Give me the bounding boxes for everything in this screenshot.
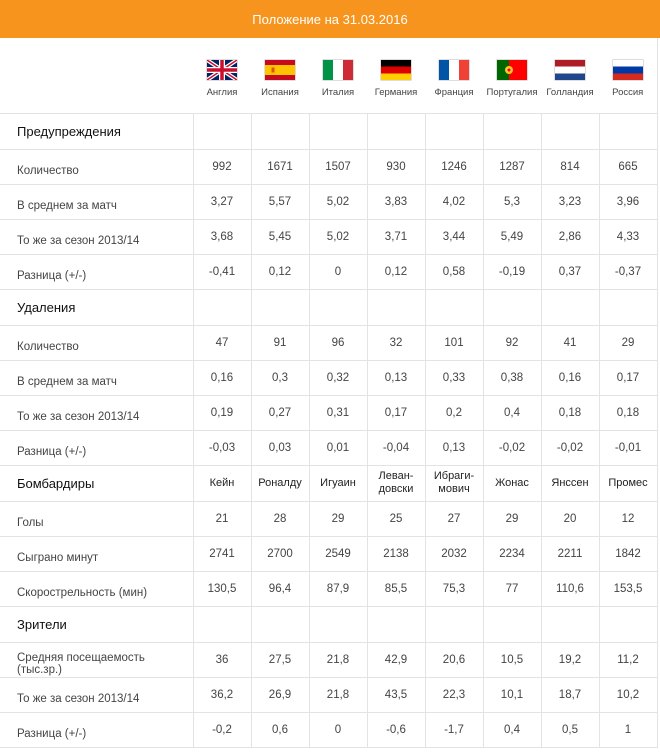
value-cell: 47 [193,325,251,360]
value-cell: -0,41 [193,254,251,289]
value-cell: 96 [309,325,367,360]
value-cell: 28 [251,501,309,536]
row-label: Разница (+/-) [0,254,193,289]
value-cell: 930 [367,149,425,184]
value-cell: 0,38 [483,360,541,395]
row-label: То же за сезон 2013/14 [0,677,193,712]
value-cell: 29 [309,501,367,536]
value-cell: 3,83 [367,184,425,219]
value-cell: 5,02 [309,219,367,254]
section-empty-cell [309,289,367,325]
value-cell: 4,02 [425,184,483,219]
country-cell [309,38,367,113]
player-name: Янссен [551,476,589,489]
value-cell: 3,44 [425,219,483,254]
value-cell: 85,5 [367,571,425,606]
value-cell: 1671 [251,149,309,184]
england-flag-icon [207,60,237,80]
section-empty-cell [541,113,599,149]
row-label: Количество [0,325,193,360]
value-cell: -0,04 [367,430,425,465]
value-cell: 10,1 [483,677,541,712]
page-title: Положение на 31.03.2016 [252,11,408,27]
section-empty-cell [599,289,657,325]
table-row [0,571,657,606]
value-cell: 110,6 [541,571,599,606]
section-empty-cell [483,289,541,325]
section-title-text: Бомбардиры [17,475,95,491]
value-cell: 3,68 [193,219,251,254]
table-row [0,712,657,747]
value-cell: 814 [541,149,599,184]
section-empty-cell [541,289,599,325]
header-empty-cell [0,38,193,113]
value-cell: 2741 [193,536,251,571]
value-cell: 10,2 [599,677,657,712]
row-label: То же за сезон 2013/14 [0,395,193,430]
section-empty-cell [309,606,367,642]
value-cell: 36 [193,642,251,677]
table-row [0,184,657,219]
section-title [0,465,193,501]
value-cell: 19,2 [541,642,599,677]
country-name: Англия [206,87,238,98]
table-row [0,536,657,571]
value-cell: 5,45 [251,219,309,254]
russia-flag-icon [613,60,643,80]
section-empty-cell [193,606,251,642]
table-row [0,677,657,712]
row-label: Разница (+/-) [0,712,193,747]
value-cell: 20 [541,501,599,536]
germany-flag-icon [381,60,411,80]
player-name-cell [309,465,367,501]
value-cell: 0,16 [541,360,599,395]
value-cell: -1,7 [425,712,483,747]
value-cell: 101 [425,325,483,360]
table-row [0,254,657,289]
value-cell: -0,02 [483,430,541,465]
table-row [0,395,657,430]
value-cell: 29 [483,501,541,536]
value-cell: 0,33 [425,360,483,395]
player-name-cell [541,465,599,501]
value-cell: 1287 [483,149,541,184]
table-row [0,360,657,395]
section-empty-cell [541,606,599,642]
value-cell: 43,5 [367,677,425,712]
value-cell: 0,01 [309,430,367,465]
player-name: Промес [608,476,648,489]
value-cell: 21 [193,501,251,536]
player-name: Ибраги- мович [433,470,475,495]
value-cell: -0,03 [193,430,251,465]
section-empty-cell [599,113,657,149]
value-cell: 0,2 [425,395,483,430]
value-cell: 3,71 [367,219,425,254]
player-name: Игуаин [320,476,356,489]
value-cell: -0,6 [367,712,425,747]
value-cell: 0,4 [483,395,541,430]
value-cell: 0,5 [541,712,599,747]
value-cell: -0,37 [599,254,657,289]
value-cell: 92 [483,325,541,360]
player-name-cell [367,465,425,501]
value-cell: 10,5 [483,642,541,677]
player-name-cell [599,465,657,501]
country-name: Франция [434,87,474,98]
page-header [0,0,660,38]
value-cell: 5,3 [483,184,541,219]
value-cell: 77 [483,571,541,606]
section-empty-cell [425,289,483,325]
player-name-cell [193,465,251,501]
value-cell: 20,6 [425,642,483,677]
value-cell: 0,12 [367,254,425,289]
value-cell: 2700 [251,536,309,571]
value-cell: 25 [367,501,425,536]
section-empty-cell [425,606,483,642]
section-empty-cell [251,606,309,642]
section-empty-cell [367,606,425,642]
value-cell: 0,58 [425,254,483,289]
country-name: Португалия [486,87,538,98]
table-row [0,325,657,360]
value-cell: 0,17 [599,360,657,395]
value-cell: 5,57 [251,184,309,219]
spain-flag-icon [265,60,295,80]
value-cell: 11,2 [599,642,657,677]
country-cell [193,38,251,113]
section-header-row [0,289,657,325]
table-row [0,219,657,254]
value-cell: 1 [599,712,657,747]
italy-flag-icon [323,60,353,80]
section-header-row [0,606,657,642]
country-cell [541,38,599,113]
country-cell [425,38,483,113]
player-name: Кейн [209,476,235,489]
value-cell: 27 [425,501,483,536]
value-cell: -0,02 [541,430,599,465]
value-cell: 0,6 [251,712,309,747]
row-label: То же за сезон 2013/14 [0,219,193,254]
france-flag-icon [439,60,469,80]
player-name-cell [425,465,483,501]
value-cell: 0,27 [251,395,309,430]
country-header-row [0,38,657,113]
value-cell: 1507 [309,149,367,184]
row-label: Разница (+/-) [0,430,193,465]
value-cell: 0,4 [483,712,541,747]
row-label: Голы [0,501,193,536]
row-label: Скорострельность (мин) [0,571,193,606]
value-cell: 2032 [425,536,483,571]
value-cell: 41 [541,325,599,360]
section-title-text: Удаления [17,299,76,315]
value-cell: 0,03 [251,430,309,465]
section-empty-cell [367,289,425,325]
value-cell: 1842 [599,536,657,571]
value-cell: 3,96 [599,184,657,219]
value-cell: 2234 [483,536,541,571]
value-cell: 96,4 [251,571,309,606]
player-name: Жонас [495,476,529,489]
value-cell: 0,19 [193,395,251,430]
value-cell: 0,18 [541,395,599,430]
value-cell: 5,02 [309,184,367,219]
section-title [0,289,193,325]
table-row [0,149,657,184]
value-cell: 42,9 [367,642,425,677]
value-cell: 36,2 [193,677,251,712]
country-cell [599,38,657,113]
value-cell: 26,9 [251,677,309,712]
player-name-cell [483,465,541,501]
row-label: В среднем за матч [0,184,193,219]
section-empty-cell [193,289,251,325]
portugal-flag-icon [497,60,527,80]
table-row [0,501,657,536]
value-cell: 0,12 [251,254,309,289]
table-row [0,642,657,677]
value-cell: 4,33 [599,219,657,254]
section-empty-cell [367,113,425,149]
value-cell: 0 [309,254,367,289]
value-cell: 0,32 [309,360,367,395]
value-cell: 22,3 [425,677,483,712]
player-name: Леван- довски [378,470,414,495]
value-cell: 2211 [541,536,599,571]
value-cell: 0,37 [541,254,599,289]
value-cell: 2549 [309,536,367,571]
section-title [0,113,193,149]
country-cell [251,38,309,113]
country-cell [483,38,541,113]
value-cell: 3,23 [541,184,599,219]
section-empty-cell [599,606,657,642]
value-cell: 0,18 [599,395,657,430]
value-cell: 2138 [367,536,425,571]
country-name: Голландия [546,87,594,98]
section-empty-cell [483,606,541,642]
value-cell: 0 [309,712,367,747]
section-empty-cell [251,289,309,325]
country-name: Германия [374,87,418,98]
row-label: Сыграно минут [0,536,193,571]
section-empty-cell [251,113,309,149]
value-cell: 18,7 [541,677,599,712]
value-cell: 153,5 [599,571,657,606]
country-name: Италия [321,87,355,98]
value-cell: 2,86 [541,219,599,254]
value-cell: 21,8 [309,642,367,677]
row-label: Средняя посещаемость (тыс.зр.) [0,642,193,677]
section-empty-cell [193,113,251,149]
value-cell: 75,3 [425,571,483,606]
netherlands-flag-icon [555,60,585,80]
value-cell: 91 [251,325,309,360]
value-cell: 12 [599,501,657,536]
value-cell: 32 [367,325,425,360]
value-cell: 29 [599,325,657,360]
value-cell: 0,17 [367,395,425,430]
section-empty-cell [425,113,483,149]
value-cell: 992 [193,149,251,184]
section-title-text: Предупреждения [17,123,121,139]
section-empty-cell [309,113,367,149]
section-header-row [0,113,657,149]
value-cell: 0,13 [367,360,425,395]
value-cell: 27,5 [251,642,309,677]
value-cell: 1246 [425,149,483,184]
value-cell: -0,19 [483,254,541,289]
country-name: Испания [261,87,299,98]
value-cell: 0,13 [425,430,483,465]
table-row [0,430,657,465]
value-cell: -0,01 [599,430,657,465]
value-cell: 130,5 [193,571,251,606]
country-name: Россия [612,87,644,98]
value-cell: 0,3 [251,360,309,395]
value-cell: 5,49 [483,219,541,254]
stats-table [0,38,658,748]
value-cell: 665 [599,149,657,184]
value-cell: -0,2 [193,712,251,747]
section-header-row [0,465,657,501]
row-label: В среднем за матч [0,360,193,395]
section-empty-cell [483,113,541,149]
section-title-text: Зрители [17,616,67,632]
player-name: Роналду [258,476,302,489]
value-cell: 21,8 [309,677,367,712]
value-cell: 87,9 [309,571,367,606]
value-cell: 3,27 [193,184,251,219]
value-cell: 0,31 [309,395,367,430]
country-cell [367,38,425,113]
section-title [0,606,193,642]
value-cell: 0,16 [193,360,251,395]
player-name-cell [251,465,309,501]
row-label: Количество [0,149,193,184]
